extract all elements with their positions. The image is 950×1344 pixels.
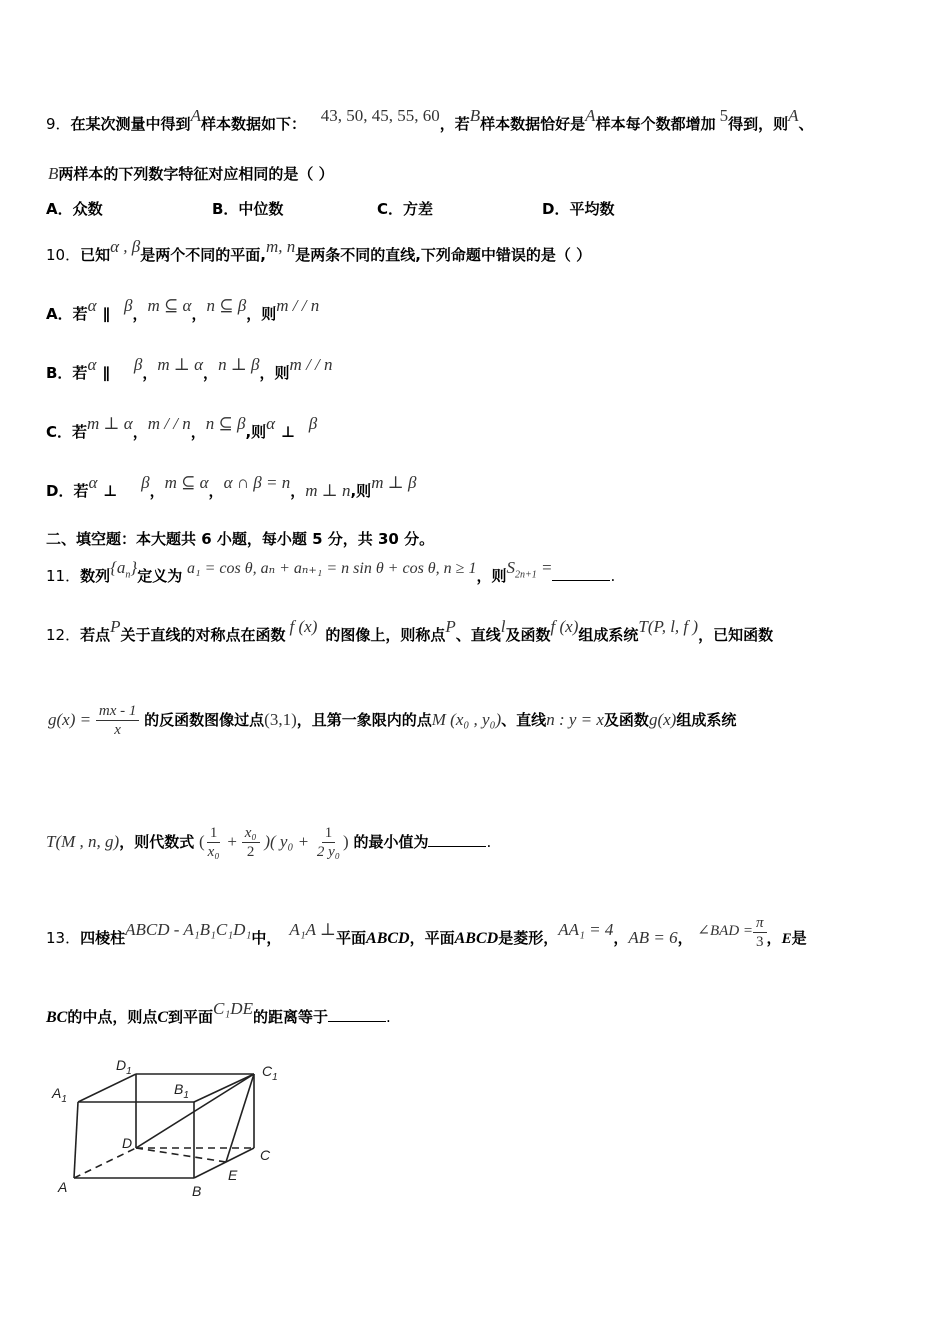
section-heading: 二、填空题：本大题共 6 小题，每小题 5 分，共 30 分。 — [46, 530, 435, 548]
label-b: B — [192, 1183, 202, 1199]
label-d1: $D_1$ — [116, 1057, 132, 1077]
q9-option-a: A．众数 — [46, 200, 103, 218]
q10-option-b: B．若α ∥ β，m ⊥ α，n ⊥ β，则m / / n — [46, 355, 333, 382]
q10-option-a: A．若α ∥ β，m ⊆ α，n ⊆ β，则m / / n — [46, 296, 320, 323]
q13-answer-blank[interactable] — [328, 1007, 386, 1022]
edge-d-c1 — [136, 1074, 254, 1148]
q9-option-b: B．中位数 — [212, 200, 284, 218]
q9-option-c: C．方差 — [377, 200, 434, 218]
label-c1: $C_1$ — [262, 1063, 278, 1083]
label-a1: $A_1$ — [52, 1085, 67, 1105]
label-e: E — [228, 1167, 238, 1183]
q12-line2: g(x) = $\frac{mx - 1}{x}$ 的反函数图像过点(3,1)，且第一象限内的点M (x₀ , y₀)、直线n : y = x及函数g(x)组成系统 — [48, 703, 737, 738]
q13-line2: BC的中点，则点C到平面C₁DE的距离等于 . — [46, 999, 391, 1026]
label-d: D — [122, 1135, 133, 1151]
edge-c1-e — [226, 1074, 254, 1162]
prism-figure — [40, 1050, 300, 1200]
q11-answer-blank[interactable] — [552, 566, 610, 581]
q9-line1: 9．在某次测量中得到A样本数据如下： 43, 50, 45, 55, 60，若B样本数据恰好是A样本每个数都增加 5得到，则A、 — [46, 106, 814, 133]
q12-answer-blank[interactable] — [428, 832, 486, 847]
q11-line: 11．数列$\{a_n\}$定义为 a₁ = cos θ, aₙ + aₙ₊₁ = n sin θ + cos θ, n ≥ 1，则$S_{2n+1}$ = . — [46, 558, 616, 585]
edge-a-a1 — [74, 1102, 78, 1178]
edge-d-e — [136, 1148, 226, 1162]
edge-a-d — [74, 1148, 136, 1178]
edge-a1-d1 — [78, 1074, 136, 1102]
q9-line2: B两样本的下列数字特征对应相同的是（ ） — [48, 164, 334, 183]
q10-stem: 10．已知α , β是两个不同的平面,m, n是两条不同的直线,下列命题中错误的是（ ） — [46, 237, 592, 264]
q13-line1: 13．四棱柱ABCD - A₁B₁C₁D₁中， A₁A ⊥平面ABCD，平面ABCD是菱形，AA₁ = 4，AB = 6， ∠BAD = $\frac{\pi}{3}$ ，E是 — [46, 915, 807, 950]
label-c: C — [260, 1147, 271, 1163]
edge-b-c — [194, 1148, 254, 1178]
q9-options — [46, 199, 746, 219]
edge-b1-c1 — [194, 1074, 254, 1102]
q9-option-d: D．平均数 — [542, 200, 615, 218]
q10-option-c: C．若m ⊥ α，m / / n，n ⊆ β,则α ⊥ β — [46, 414, 318, 441]
q12-line1: 12．若点P关于直线的对称点在函数 f (x) 的图像上，则称点P、直线l及函数f (x)组成系统T(P, l, f )，已知函数 — [46, 617, 774, 644]
q12-line3: T(M , n, g)，则代数式 ( $\frac{1}{\text{x₀}}$ + $\frac{\text{x₀}}{2}$ )( y₀ + $\frac{1}{\text{2 y₀}}$ ) 的最小值为 . — [46, 825, 492, 860]
label-a: A — [58, 1179, 68, 1195]
q10-option-d: D．若α ⊥ β，m ⊆ α，α ∩ β = n，m ⊥ n,则m ⊥ β — [46, 473, 417, 500]
label-b1: $B_1$ — [174, 1081, 189, 1101]
g-fraction: $\frac{mx - 1}{x}$ — [96, 702, 140, 739]
